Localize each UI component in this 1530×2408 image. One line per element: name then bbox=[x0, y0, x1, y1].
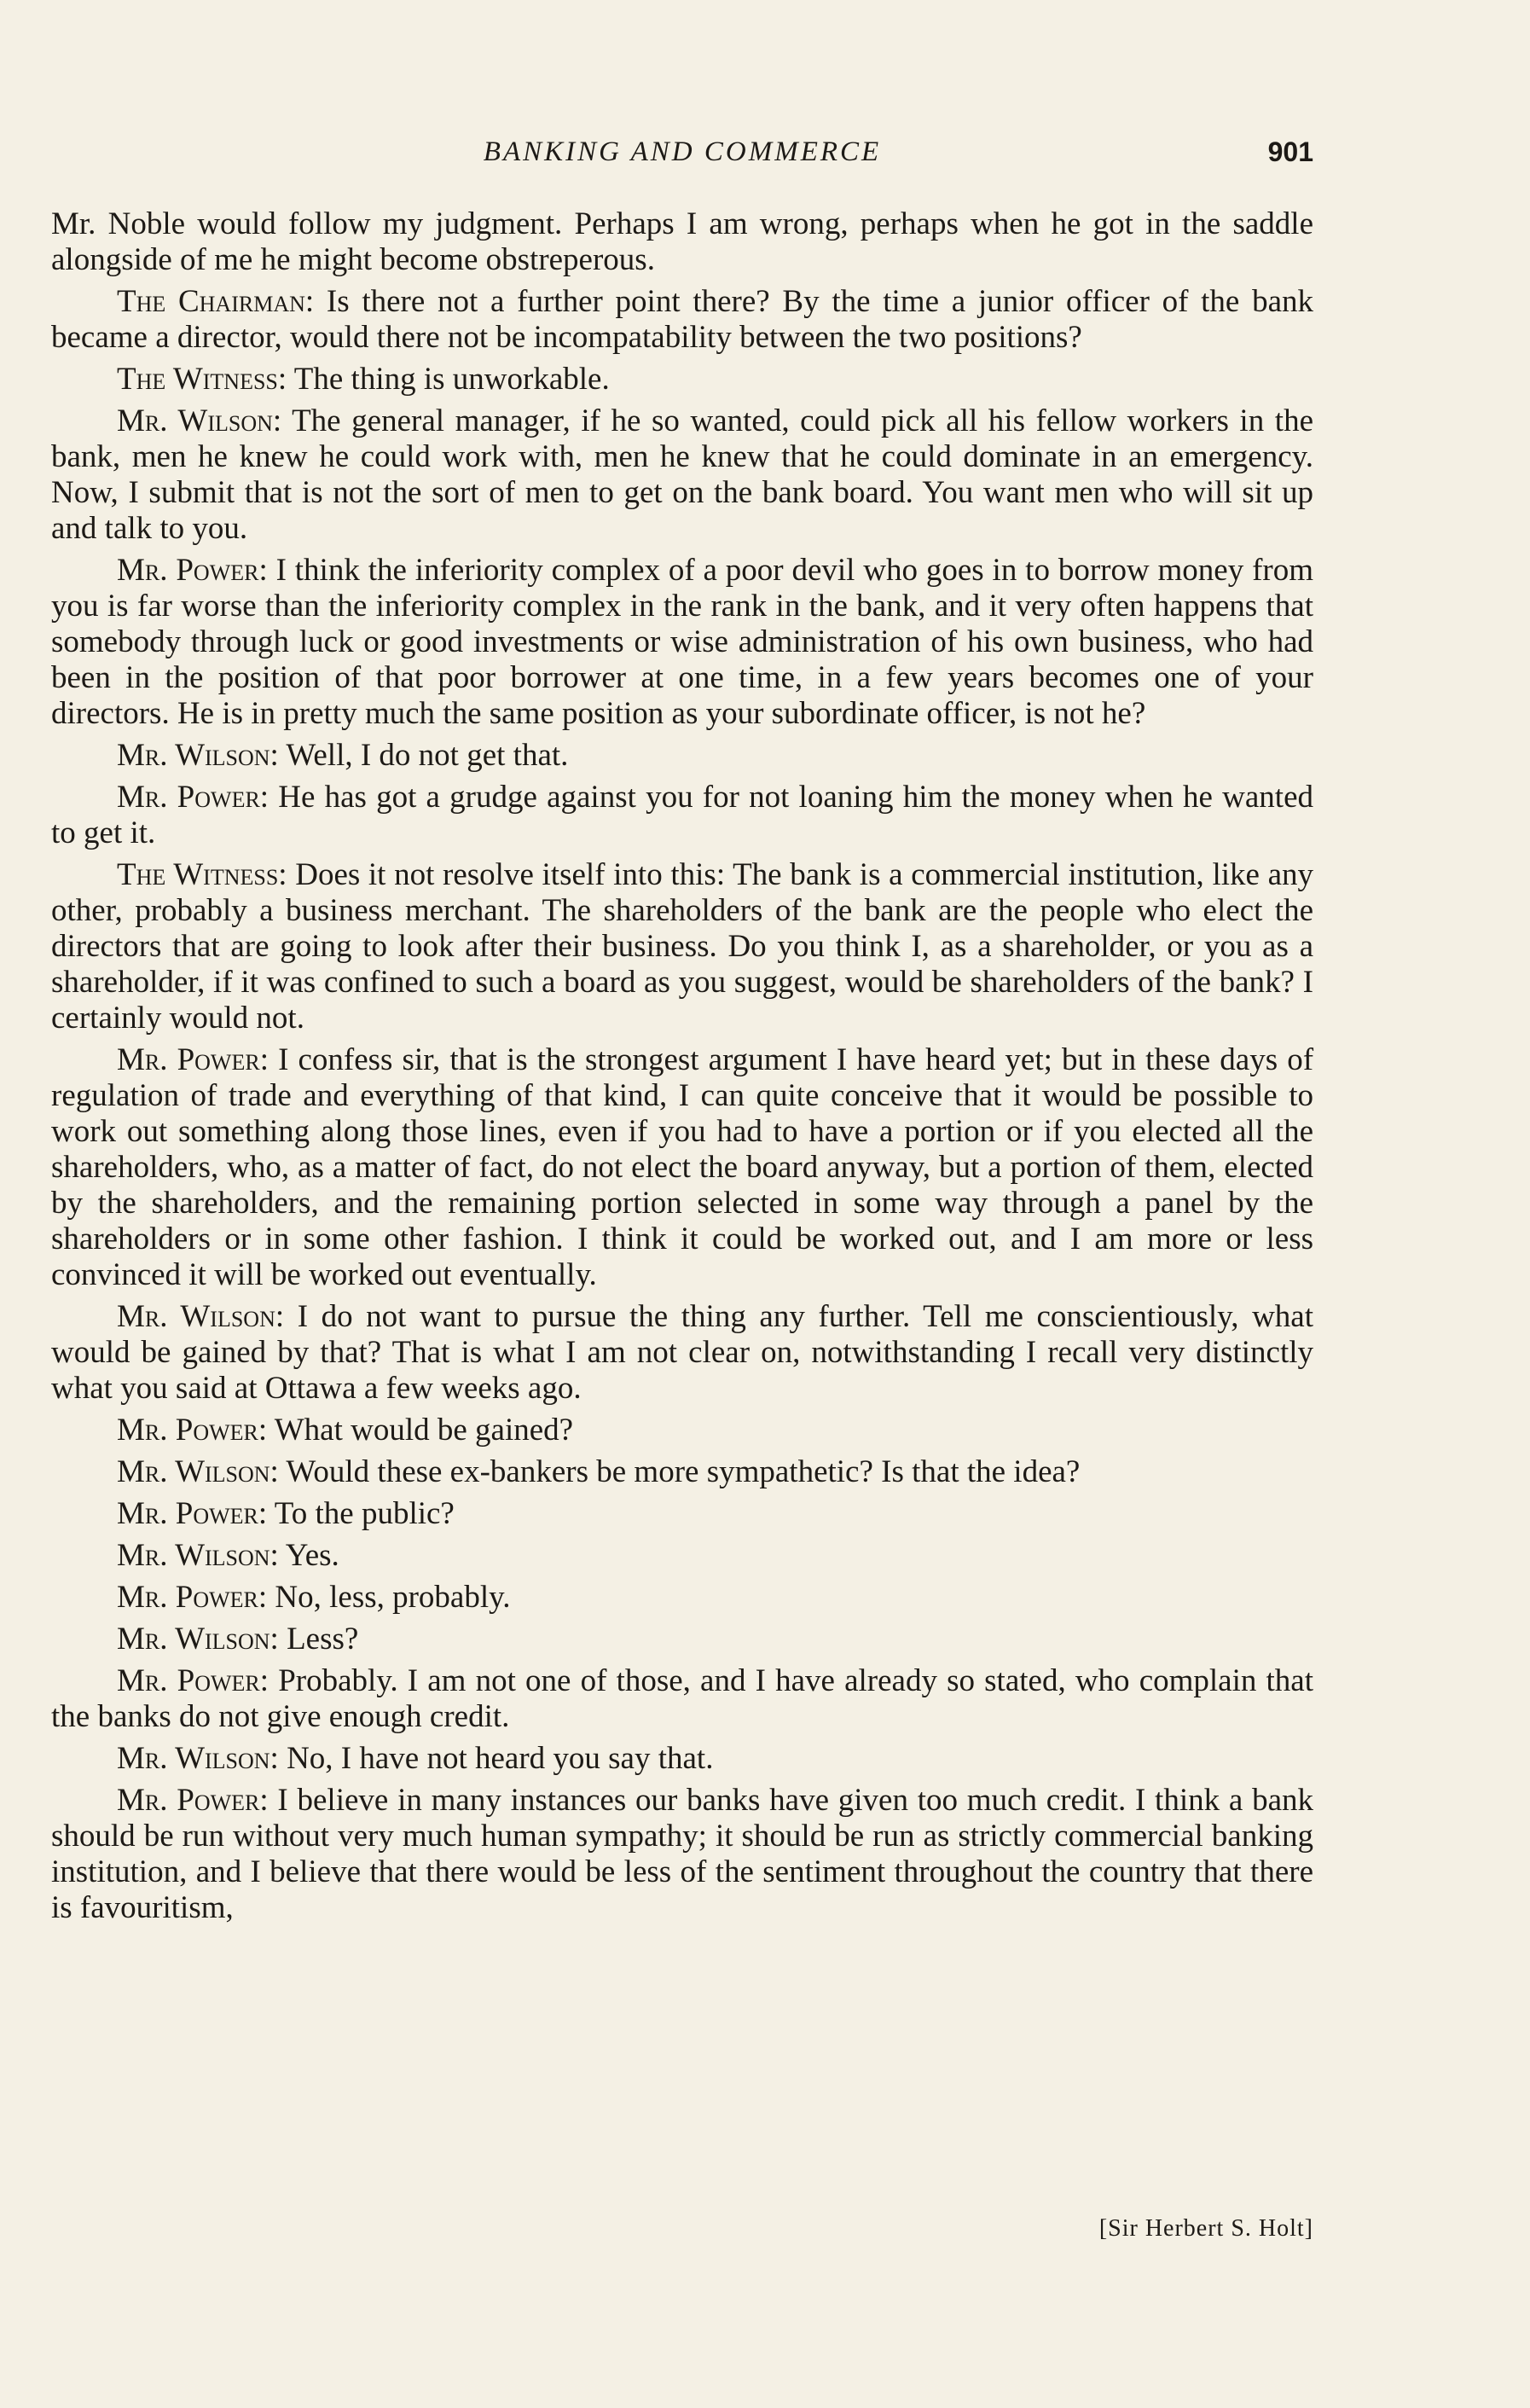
paragraph-text: Probably. I am not one of those, and I have already so stated, who complain that the banks do not give enough credit. bbox=[51, 1663, 1314, 1734]
speaker-label: Mr. Power: bbox=[117, 1783, 269, 1818]
paragraph bbox=[51, 1663, 1313, 1735]
paragraph-text: Mr. Noble would follow my judgment. Perhaps I am wrong, perhaps when he got in the saddle alongside of me he might become obstreperous. bbox=[51, 206, 1313, 277]
speaker-label: The Chairman: bbox=[117, 284, 315, 319]
paragraph-text: What would be gained? bbox=[274, 1413, 574, 1448]
speaker-label: Mr. Wilson: bbox=[117, 738, 279, 773]
speaker-label: Mr. Wilson: bbox=[117, 1454, 279, 1489]
speaker-label: The Witness: bbox=[117, 857, 287, 892]
paragraph-text: Well, I do not get that. bbox=[286, 738, 569, 773]
paragraph bbox=[51, 1496, 1313, 1532]
paragraph-text: The general manager, if he so wanted, could pick all his fellow workers in the bank, men he knew he could work with, men he knew that he could dominate in an emergency. Now, I submit that is not the sort of men to get on the bank board. You want men who will sit up and talk to you. bbox=[51, 403, 1313, 546]
speaker-label: Mr. Power: bbox=[117, 553, 268, 588]
speaker-label: Mr. Wilson: bbox=[117, 1538, 279, 1573]
speaker-label: Mr. Power: bbox=[117, 1663, 269, 1698]
witness-attribution: [Sir Herbert S. Holt] bbox=[1098, 2215, 1313, 2242]
paragraph-text: I believe in many instances our banks have given too much credit. I think a bank should be run without very much human sympathy; it should be run as strictly commercial banking institution, and I believe that there would be less of the sentiment throughout the country that there is favouritism, bbox=[51, 1783, 1313, 1925]
speaker-label: Mr. Wilson: bbox=[117, 1299, 285, 1334]
paragraph bbox=[51, 857, 1313, 1036]
paragraph bbox=[51, 284, 1313, 356]
paragraph-text: I confess sir, that is the strongest argument I have heard yet; but in these days of regulation of trade and everything of that kind, I can quite conceive that it would be possible to work out something along those lines, even if you had to have a portion or if you elected all the shareholders, who, as a matter of fact, do not elect the board anyway, but a portion of them, elected by the shareholders, and the remaining portion selected in some way through a panel by the shareholders or in some other fashion. I think it could be worked out, and I am more or less convinced it will be worked out eventually. bbox=[51, 1042, 1314, 1292]
paragraph bbox=[51, 1622, 1313, 1657]
paragraph bbox=[51, 780, 1313, 851]
paragraph bbox=[51, 1454, 1313, 1490]
running-title: BANKING AND COMMERCE bbox=[483, 136, 882, 167]
speaker-label: Mr. Wilson: bbox=[117, 1622, 279, 1657]
paragraph bbox=[51, 1299, 1313, 1407]
paragraph bbox=[51, 206, 1313, 278]
paragraph-text: Is there not a further point there? By the time a junior officer of the bank became a director, would there not be incompatability between the two positions? bbox=[51, 284, 1314, 355]
paragraph-text: To the public? bbox=[274, 1496, 455, 1531]
paragraph bbox=[51, 738, 1313, 774]
paragraph-text: I think the inferiority complex of a poor devil who goes in to borrow money from you is far worse than the inferiority complex in the rank in the bank, and it very often happens that somebody through luck or good investments or wise administration of his own business, who had been in the position of that poor borrower at one time, in a few years becomes one of your directors. He is in pretty much the same position as your subordinate officer, is not he? bbox=[51, 553, 1314, 731]
speaker-label: Mr. Power: bbox=[117, 1042, 269, 1077]
speaker-label: Mr. Power: bbox=[117, 1496, 268, 1531]
paragraph-text: I do not want to pursue the thing any further. Tell me conscientiously, what would be gained by that? That is what I am not clear on, notwithstanding I recall very distinctly what you said at Ottawa a few weeks ago. bbox=[51, 1299, 1313, 1406]
paragraph bbox=[51, 1413, 1313, 1448]
speaker-label: Mr. Wilson: bbox=[117, 1741, 279, 1776]
paragraph bbox=[51, 403, 1313, 547]
speaker-label: Mr. Power: bbox=[117, 1413, 268, 1448]
paragraph bbox=[51, 1741, 1313, 1777]
paragraph bbox=[51, 1538, 1313, 1574]
speaker-label: Mr. Power: bbox=[117, 780, 269, 815]
speaker-label: The Witness: bbox=[117, 362, 287, 397]
paragraph-text: Less? bbox=[287, 1622, 359, 1657]
paragraph-text: Yes. bbox=[285, 1538, 339, 1573]
paragraph bbox=[51, 1042, 1313, 1293]
paragraph bbox=[51, 362, 1313, 397]
speaker-label: Mr. Wilson: bbox=[117, 403, 282, 438]
paragraph-text: The thing is unworkable. bbox=[293, 362, 610, 397]
running-header bbox=[51, 136, 1313, 177]
paragraph bbox=[51, 1783, 1313, 1926]
paragraph-text: No, less, probably. bbox=[275, 1580, 511, 1615]
transcript-body bbox=[51, 206, 1313, 1932]
paragraph-text: Does it not resolve itself into this: The bank is a commercial institution, like any other, probably a business merchant. The shareholders of the bank are the people who elect the directors that are going to look after their business. Do you think I, as a shareholder, or you as a shareholder, if it was confined to such a board as you suggest, would be shareholders of the bank? I certainly would not. bbox=[51, 857, 1314, 1036]
paragraph bbox=[51, 553, 1313, 732]
paragraph-text: Would these ex-bankers be more sympathetic? Is that the idea? bbox=[286, 1454, 1081, 1489]
speaker-label: Mr. Power: bbox=[117, 1580, 268, 1615]
paragraph-text: He has got a grudge against you for not loaning him the money when he wanted to get it. bbox=[51, 780, 1313, 850]
paragraph-text: No, I have not heard you say that. bbox=[287, 1741, 714, 1776]
page-number: 901 bbox=[1267, 136, 1313, 167]
paragraph bbox=[51, 1580, 1313, 1616]
